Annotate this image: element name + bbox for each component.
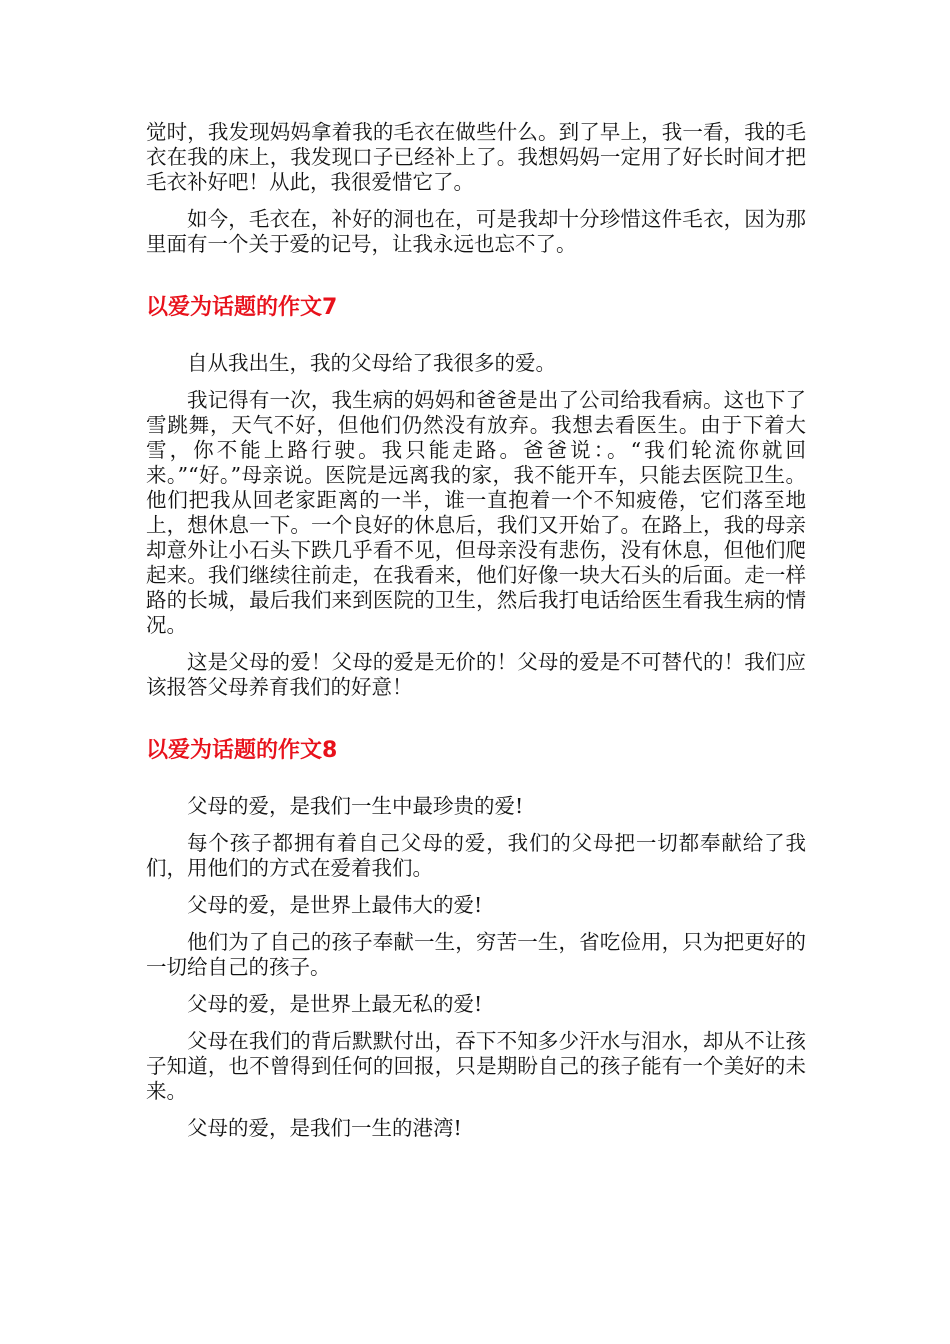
paragraph: 觉时，我发现妈妈拿着我的毛衣在做些什么。到了早上，我一看，我的毛衣在我的床上，我发现口子已经补上了。我想妈妈一定用了好长时间才把毛衣补好吧！从此，我很爱惜它了。 <box>146 120 806 194</box>
document-page <box>146 120 806 1153</box>
paragraph: 如今，毛衣在，补好的洞也在，可是我却十分珍惜这件毛衣，因为那里面有一个关于爱的记号，让我永远也忘不了。 <box>146 207 806 256</box>
section-heading: 以爱为话题的作文8 <box>146 738 338 763</box>
paragraph: 我记得有一次，我生病的妈妈和爸爸是出了公司给我看病。这也下了雪跳舞，天气不好，但他们仍然没有放弃。我想去看医生。由于下着大雪，你不能上路行驶。我只能走路。爸爸说：。“我们轮流你就回来。”“好。”母亲说。医院是远离我的家，我不能开车，只能去医院卫生。他们把我从回老家距离的一半，谁一直抱着一个不知疲倦，它们落至地上，想休息一下。一个良好的休息后，我们又开始了。在路上，我的母亲却意外让小石头下跌几乎看不见，但母亲没有悲伤，没有休息，但他们爬起来。我们继续往前走，在我看来，他们好像一块大石头的后面。走一样路的长城，最后我们来到医院的卫生，然后我打电话给医生看我生病的情况。 <box>146 388 806 637</box>
paragraph: 父母的爱，是我们一生的港湾! <box>187 1116 462 1140</box>
paragraph: 他们为了自己的孩子奉献一生，穷苦一生，省吃俭用，只为把更好的一切给自己的孩子。 <box>146 930 806 979</box>
paragraph: 父母的爱，是世界上最无私的爱! <box>187 992 483 1016</box>
section-heading: 以爱为话题的作文7 <box>146 295 338 320</box>
paragraph: 自从我出生，我的父母给了我很多的爱。 <box>187 351 556 375</box>
paragraph: 这是父母的爱！父母的爱是无价的！父母的爱是不可替代的！我们应该报答父母养育我们的好意！ <box>146 650 806 699</box>
paragraph: 父母在我们的背后默默付出，吞下不知多少汗水与泪水，却从不让孩子知道，也不曾得到任何的回报，只是期盼自己的孩子能有一个美好的未来。 <box>146 1029 806 1103</box>
paragraph: 父母的爱，是世界上最伟大的爱! <box>187 893 483 917</box>
paragraph: 每个孩子都拥有着自己父母的爱，我们的父母把一切都奉献给了我们，用他们的方式在爱着我们。 <box>146 831 806 880</box>
paragraph: 父母的爱，是我们一生中最珍贵的爱! <box>187 794 524 818</box>
